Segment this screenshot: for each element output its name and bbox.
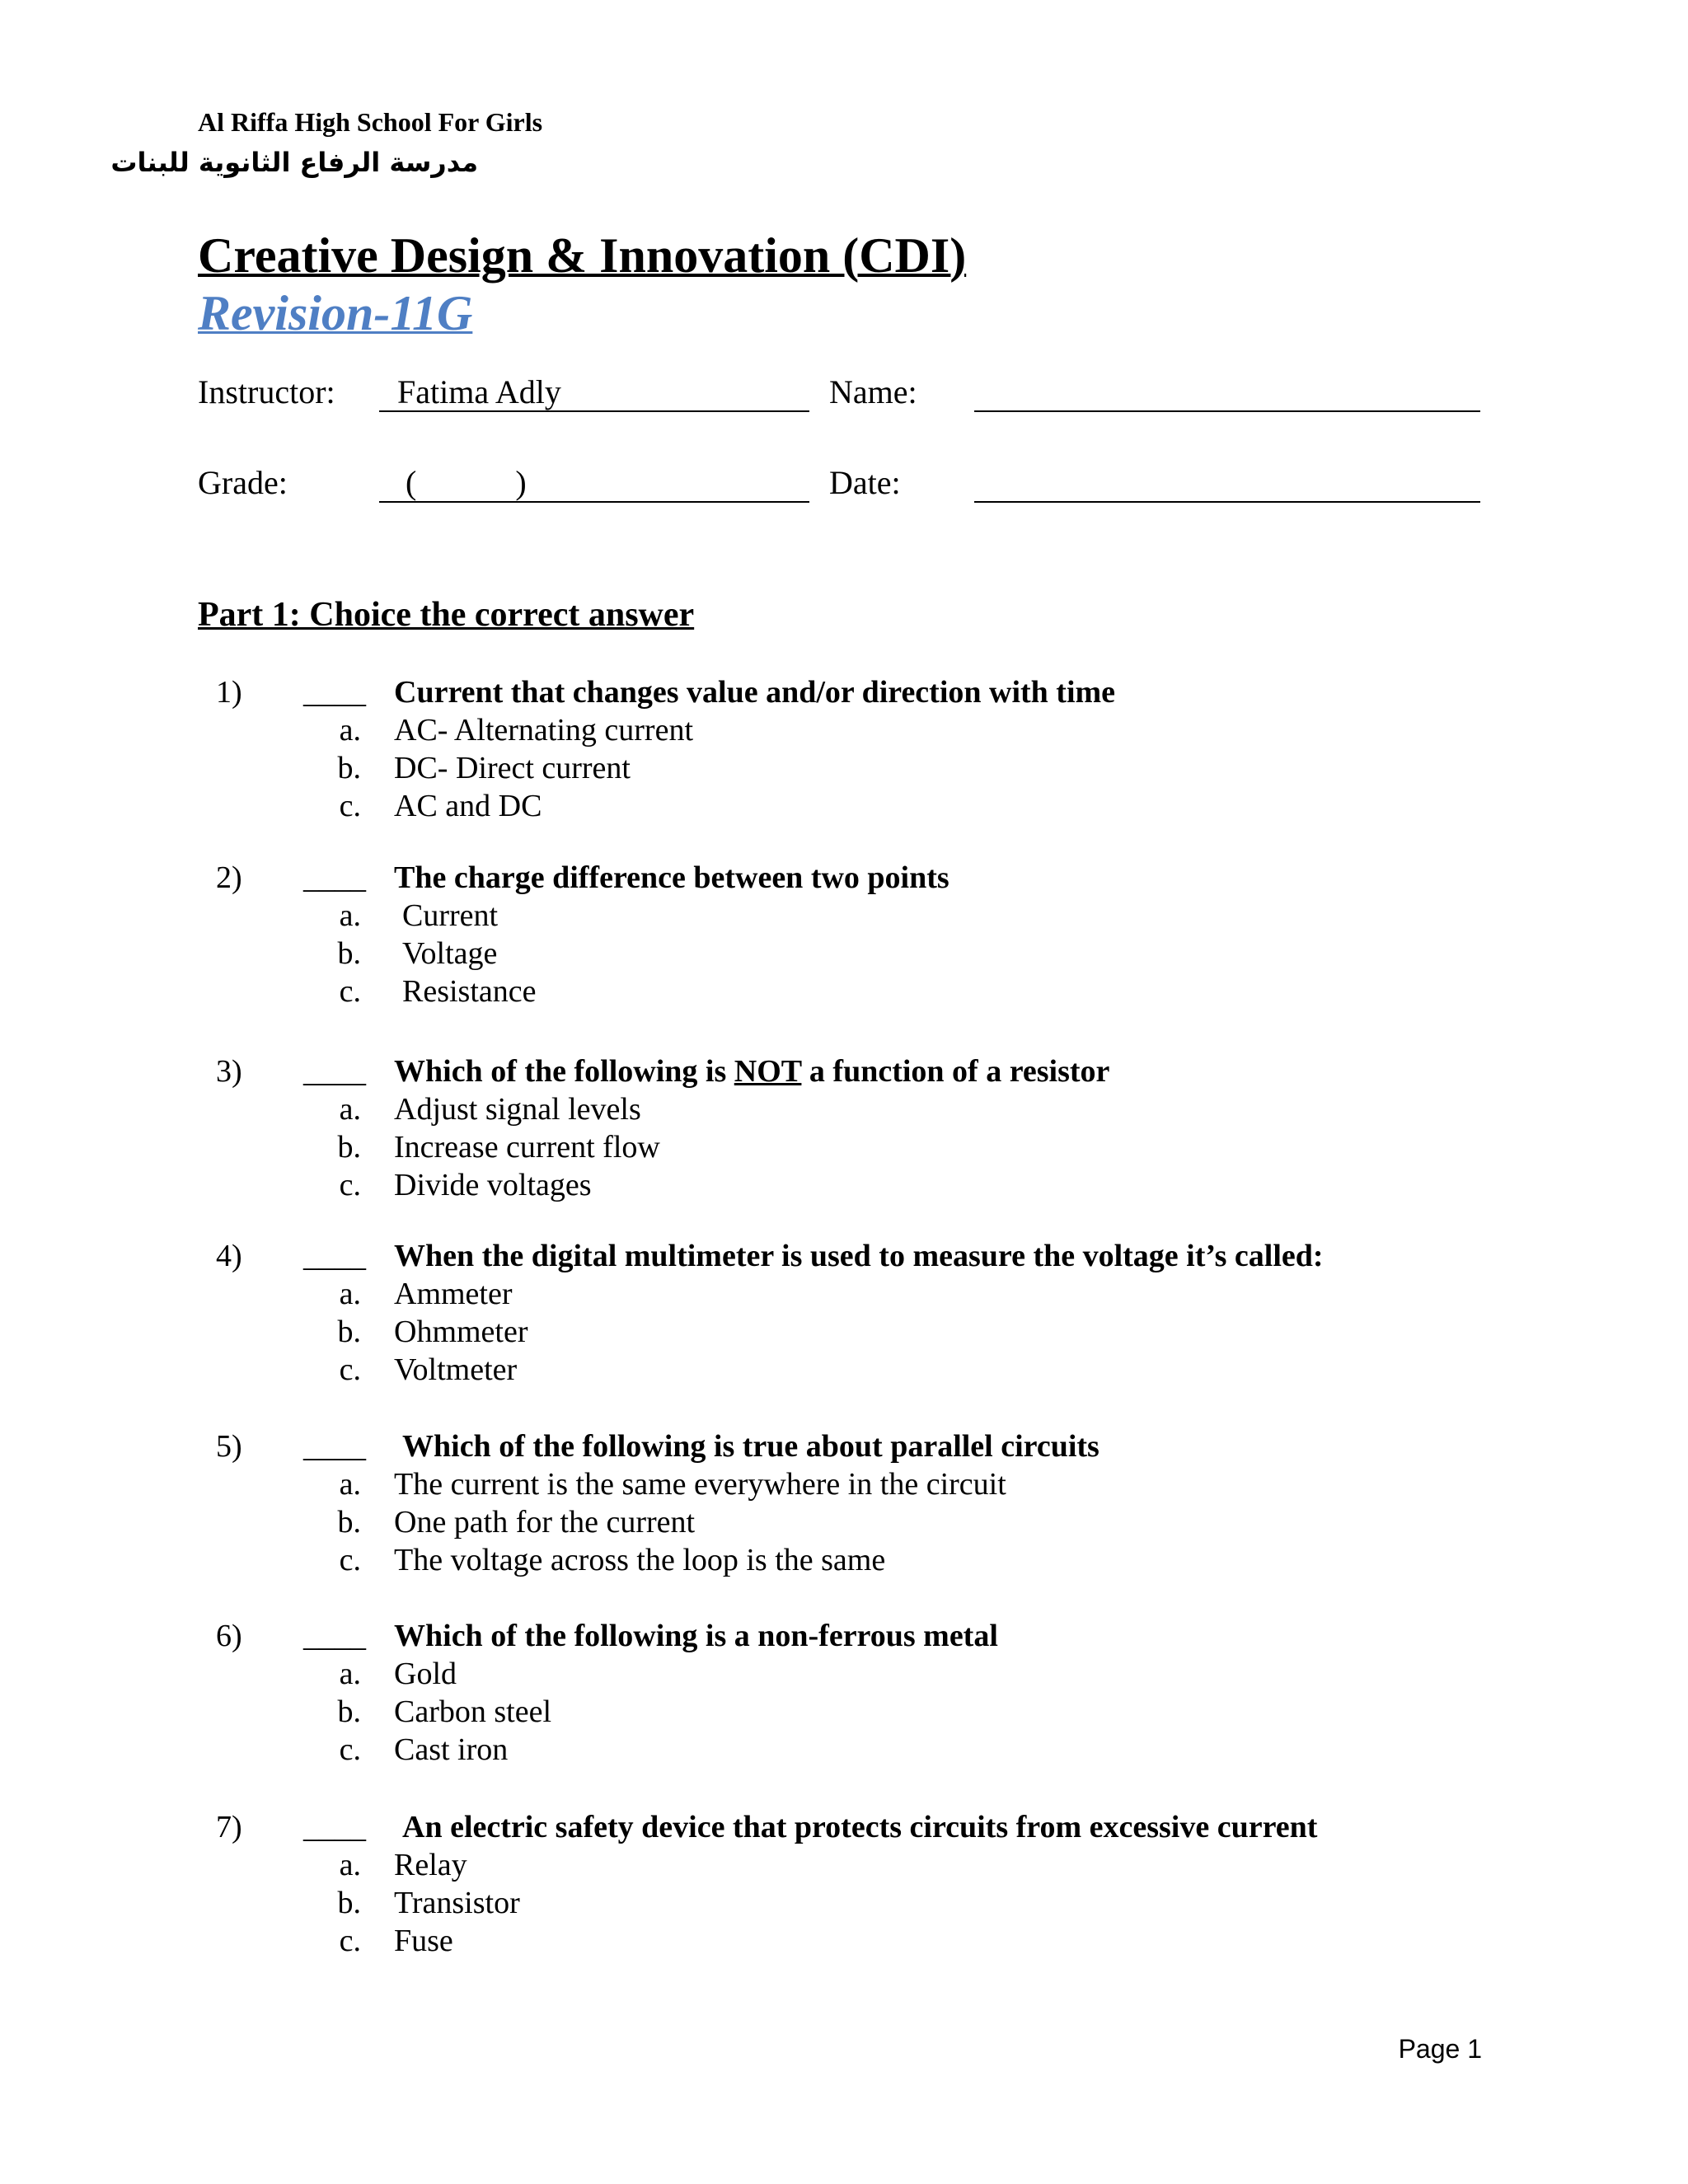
grade-label: Grade: [198, 464, 288, 501]
option-letter: b. [337, 1505, 361, 1540]
question-emphasis: NOT [734, 1054, 802, 1089]
option-letter: a. [339, 1277, 361, 1311]
question-number: 4) [216, 1239, 242, 1273]
question-number: 3) [216, 1054, 242, 1089]
option-letter: c. [339, 1168, 361, 1202]
answer-blank[interactable]: ____ [303, 860, 366, 895]
school-name-english: Al Riffa High School For Girls [198, 107, 543, 137]
option-text: The voltage across the loop is the same [394, 1543, 886, 1577]
page-number: Page 1 [1398, 2034, 1482, 2064]
date-label: Date: [829, 464, 901, 501]
question-number: 1) [216, 675, 242, 710]
grade-value[interactable]: ( ) [406, 464, 527, 501]
option-text: Divide voltages [394, 1168, 592, 1202]
option-letter: a. [339, 1467, 361, 1502]
option-letter: c. [339, 1924, 361, 1958]
option-text: Fuse [394, 1924, 453, 1958]
option-letter: c. [339, 974, 361, 1009]
option-text: Resistance [402, 974, 537, 1009]
option-text: Gold [394, 1657, 457, 1691]
option-text: Relay [394, 1848, 467, 1882]
option-text: Adjust signal levels [394, 1092, 641, 1127]
option-text: Increase current flow [394, 1130, 660, 1165]
option-letter: b. [337, 1886, 361, 1920]
option-letter: a. [339, 1848, 361, 1882]
answer-blank[interactable]: ____ [303, 1810, 366, 1844]
option-text: Ohmmeter [394, 1315, 528, 1349]
part1-heading: Part 1: Choice the correct answer [198, 596, 695, 634]
question-text [394, 1053, 1109, 1090]
option-letter: b. [337, 1694, 361, 1729]
question-text: Current that changes value and/or direction with time [394, 675, 1116, 710]
option-letter: a. [339, 713, 361, 748]
option-letter: c. [339, 1732, 361, 1767]
option-letter: a. [339, 898, 361, 933]
option-letter: b. [337, 1130, 361, 1165]
option-letter: c. [339, 789, 361, 823]
question-text: The charge difference between two points [394, 860, 950, 895]
option-letter: c. [339, 1543, 361, 1577]
name-label: Name: [829, 373, 917, 410]
question-number: 7) [216, 1810, 242, 1844]
option-letter: b. [337, 751, 361, 785]
option-letter: b. [337, 1315, 361, 1349]
option-text: Cast iron [394, 1732, 509, 1767]
option-text: Transistor [394, 1886, 520, 1920]
option-text: Current [402, 898, 499, 933]
answer-blank[interactable]: ____ [303, 1429, 366, 1464]
question-text: When the digital multimeter is used to measure the voltage it’s called: [394, 1239, 1324, 1273]
option-text: The current is the same everywhere in the circuit [394, 1467, 1006, 1502]
question-text-part: a function of a resistor [801, 1054, 1110, 1089]
document-subtitle: Revision-11G [198, 286, 473, 340]
option-text: Voltmeter [394, 1352, 518, 1387]
answer-blank[interactable]: ____ [303, 1054, 366, 1089]
option-text: AC and DC [394, 789, 542, 823]
question-text: Which of the following is true about parallel circuits [402, 1429, 1100, 1464]
option-letter: c. [339, 1352, 361, 1387]
option-text: Carbon steel [394, 1694, 552, 1729]
option-text: One path for the current [394, 1505, 696, 1540]
answer-blank[interactable]: ____ [303, 1619, 366, 1653]
question-text: An electric safety device that protects circuits from excessive current [402, 1810, 1318, 1844]
document-title: Creative Design & Innovation (CDI) [198, 228, 967, 283]
question-text-part: Which of the following is [394, 1054, 734, 1089]
question-number: 5) [216, 1429, 242, 1464]
option-text: Ammeter [394, 1277, 513, 1311]
answer-blank[interactable]: ____ [303, 1239, 366, 1273]
instructor-value: Fatima Adly [397, 373, 561, 410]
option-letter: b. [337, 936, 361, 971]
name-field[interactable] [974, 410, 1480, 412]
option-text: AC- Alternating current [394, 713, 694, 748]
option-text: DC- Direct current [394, 751, 631, 785]
option-text: Voltage [402, 936, 498, 971]
option-letter: a. [339, 1657, 361, 1691]
question-text: Which of the following is a non-ferrous metal [394, 1619, 998, 1653]
question-number: 6) [216, 1619, 242, 1653]
school-name-arabic: مدرسة الرفاع الثانوية للبنات [110, 147, 478, 178]
instructor-label: Instructor: [198, 373, 335, 410]
question-number: 2) [216, 860, 242, 895]
option-letter: a. [339, 1092, 361, 1127]
answer-blank[interactable]: ____ [303, 675, 366, 710]
date-field[interactable] [974, 501, 1480, 503]
